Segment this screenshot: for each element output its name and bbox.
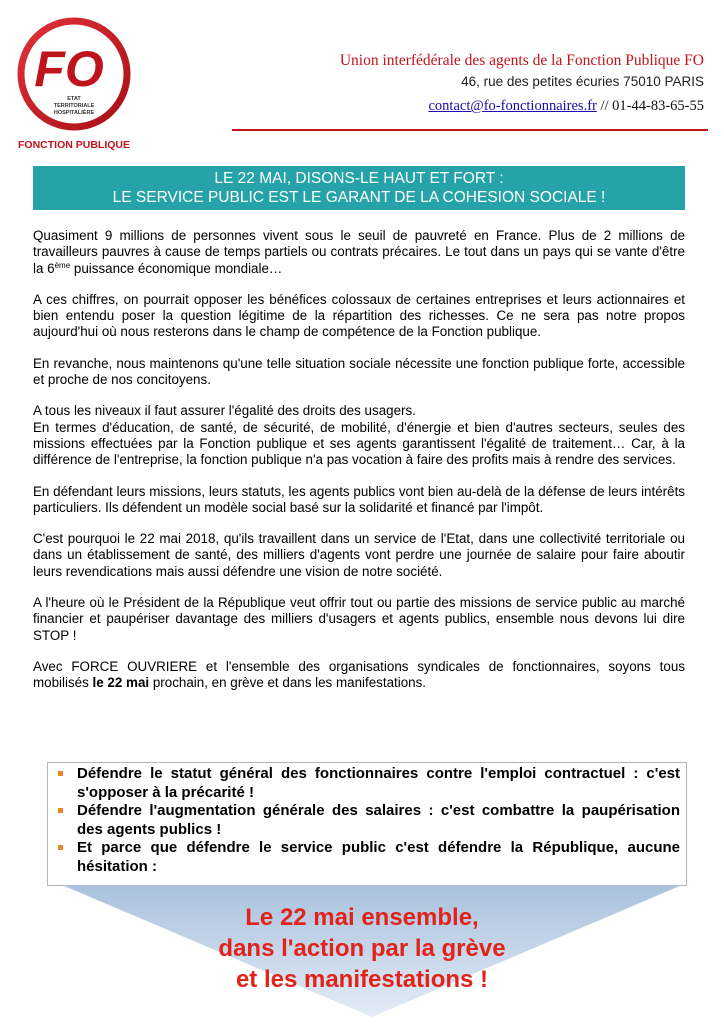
paragraph-stop: A l'heure où le Président de la République veut offrir tout ou partie des missions de service public au marché financier et paupériser davantage des milliers d'usagers et agents publics, ensemble nous devons lui dire STOP ! bbox=[33, 595, 685, 643]
paragraph-missions: En termes d'éducation, de santé, de sécurité, de mobilité, d'énergie et bien d'autres secteurs, seules des missions effectuées par la Fonction publique et ses agents garantissent l'égalité de traitement… Car, à la différence de l'entreprise, la fonction publique n'a pas vocation à faire des profits mais à rendre des services. bbox=[33, 419, 685, 468]
bullet-square-icon bbox=[58, 771, 63, 776]
contact-phone: 01-44-83-65-55 bbox=[612, 98, 704, 114]
header-contact bbox=[429, 98, 705, 115]
list-item bbox=[56, 765, 680, 802]
paragraph-profits: A ces chiffres, on pourrait opposer les bénéfices colossaux de certaines entreprises et leurs actionnaires et bien entendu poser la question légitime de la répartition des richesses. Ce ne sera pas notre propos aujourd'hui où nous resterons dans le champ de compétence de la Fonction publique. bbox=[33, 291, 685, 340]
banner-line1: LE 22 MAI, DISONS-LE HAUT ET FORT : bbox=[214, 170, 504, 187]
paragraph-poverty bbox=[33, 228, 685, 277]
list-item bbox=[56, 802, 680, 839]
header-divider bbox=[232, 129, 708, 131]
header-org-name: Union interfédérale des agents de la Fonction Publique FO bbox=[339, 52, 704, 69]
logo-line1: ETAT bbox=[67, 96, 81, 102]
logo-letters: FO bbox=[34, 41, 104, 97]
logo-caption: FONCTION PUBLIQUE bbox=[18, 139, 130, 151]
bullet-square-icon bbox=[58, 845, 63, 850]
paragraph-strike-day: C'est pourquoi le 22 mai 2018, qu'ils travaillent dans un service de l'Etat, dans une collectivité territoriale ou dans un établissement de santé, des milliers d'agents vont perdre une journée de salaire pour faire aboutir leurs revendications mais aussi défendre une vision de notre société. bbox=[33, 531, 685, 579]
bullet-text: Défendre l'augmentation générale des salaires : c'est combattre la paupérisation des agents publics ! bbox=[77, 802, 680, 838]
p1-text-b: puissance économique mondiale… bbox=[70, 260, 283, 276]
banner-line2: LE SERVICE PUBLIC EST LE GARANT DE LA COHESION SOCIALE ! bbox=[112, 189, 606, 206]
demands-list bbox=[56, 765, 680, 877]
cta-line3: et les manifestations ! bbox=[235, 966, 489, 993]
contact-email-link[interactable]: contact@fo-fonctionnaires.fr bbox=[428, 98, 597, 114]
bullet-text: Défendre le statut général des fonctionnaires contre l'emploi contractuel : c'est s'opposer à la précarité ! bbox=[77, 765, 680, 801]
p9-text-a: Avec FORCE OUVRIERE et l'ensemble des organisations syndicales de fonctionnaires, soyons tous mobilisés bbox=[33, 658, 685, 691]
logo-line3: HOSPITALIÈRE bbox=[53, 110, 95, 116]
contact-separator: // bbox=[596, 98, 613, 114]
bullet-square-icon bbox=[58, 808, 63, 813]
cta-line2: dans l'action par la grève bbox=[218, 935, 506, 962]
body-text bbox=[33, 228, 685, 707]
header-address: 46, rue des petites écuries 75010 PARIS bbox=[461, 74, 704, 89]
paragraph-mobilisation bbox=[33, 659, 685, 692]
list-item bbox=[56, 839, 680, 876]
cta-line1: Le 22 mai ensemble, bbox=[245, 904, 479, 931]
fo-logo bbox=[14, 12, 136, 154]
p1-text-a: Quasiment 9 millions de personnes vivent sous le seuil de pauvreté en France. Plus de 2 millions de travailleurs pauvres à cause de temps partiels ou contrats précaires. Le tout dans un pays qui se vante d'être la 6 bbox=[33, 228, 685, 276]
logo-line2: TERRITORIALE bbox=[53, 103, 95, 109]
p9-text-b: prochain, en grève et dans les manifestations. bbox=[149, 675, 427, 691]
paragraph-equal-rights: A tous les niveaux il faut assurer l'égalité des droits des usagers. bbox=[33, 403, 416, 419]
paragraph-strong-public-service: En revanche, nous maintenons qu'une telle situation sociale nécessite une fonction publique forte, accessible et proche de nos concitoyens. bbox=[33, 355, 685, 388]
title-banner bbox=[33, 166, 685, 210]
bullet-text: Et parce que défendre le service public c'est défendre la République, aucune hésitation : bbox=[77, 839, 680, 875]
paragraph-social-model: En défendant leurs missions, leurs statuts, les agents publics vont bien au-delà de la défense de leurs intérêts particuliers. Ils défendent un modèle social basé sur la solidarité et financé par l'impôt. bbox=[33, 483, 685, 515]
call-to-action bbox=[150, 902, 574, 995]
p9-bold-date: le 22 mai bbox=[92, 675, 150, 691]
p1-superscript: ème bbox=[54, 260, 71, 270]
